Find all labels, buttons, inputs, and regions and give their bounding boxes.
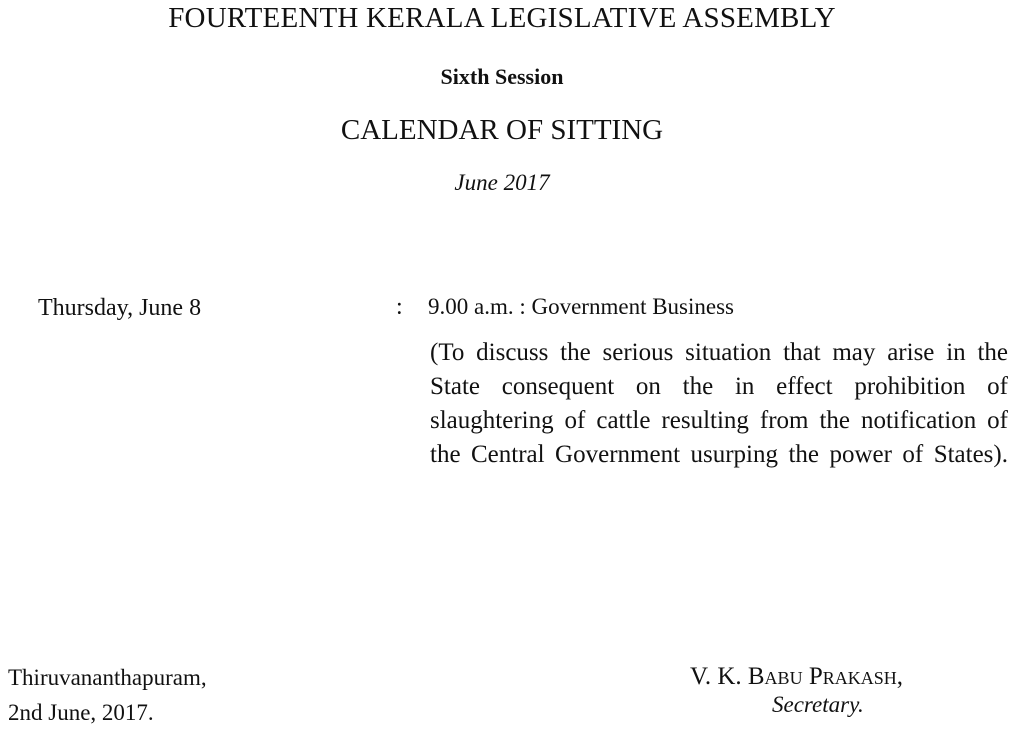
sitting-business: 9.00 a.m. : Government Business bbox=[428, 294, 734, 319]
sitting-description: (To discuss the serious situation that may arise in the State consequent on the in effect prohibition of slaughtering of cattle resulting from the notification of the Central Government usurping the power of States). bbox=[430, 339, 1008, 468]
session-heading: Sixth Session bbox=[440, 64, 564, 89]
sitting-day: Thursday, June 8 bbox=[38, 295, 202, 321]
assembly-title: FOURTEENTH KERALA LEGISLATIVE ASSEMBLY bbox=[168, 2, 836, 34]
calendar-heading: CALENDAR OF SITTING bbox=[340, 114, 664, 146]
signatory-name: V. K. Babu Prakash, bbox=[690, 663, 903, 690]
issue-place: Thiruvananthapuram, bbox=[8, 665, 207, 690]
issue-date: 2nd June, 2017. bbox=[8, 700, 154, 725]
month-heading: June 2017 bbox=[454, 170, 550, 195]
sitting-separator: : bbox=[396, 294, 403, 320]
signatory-designation: Secretary. bbox=[772, 692, 864, 717]
